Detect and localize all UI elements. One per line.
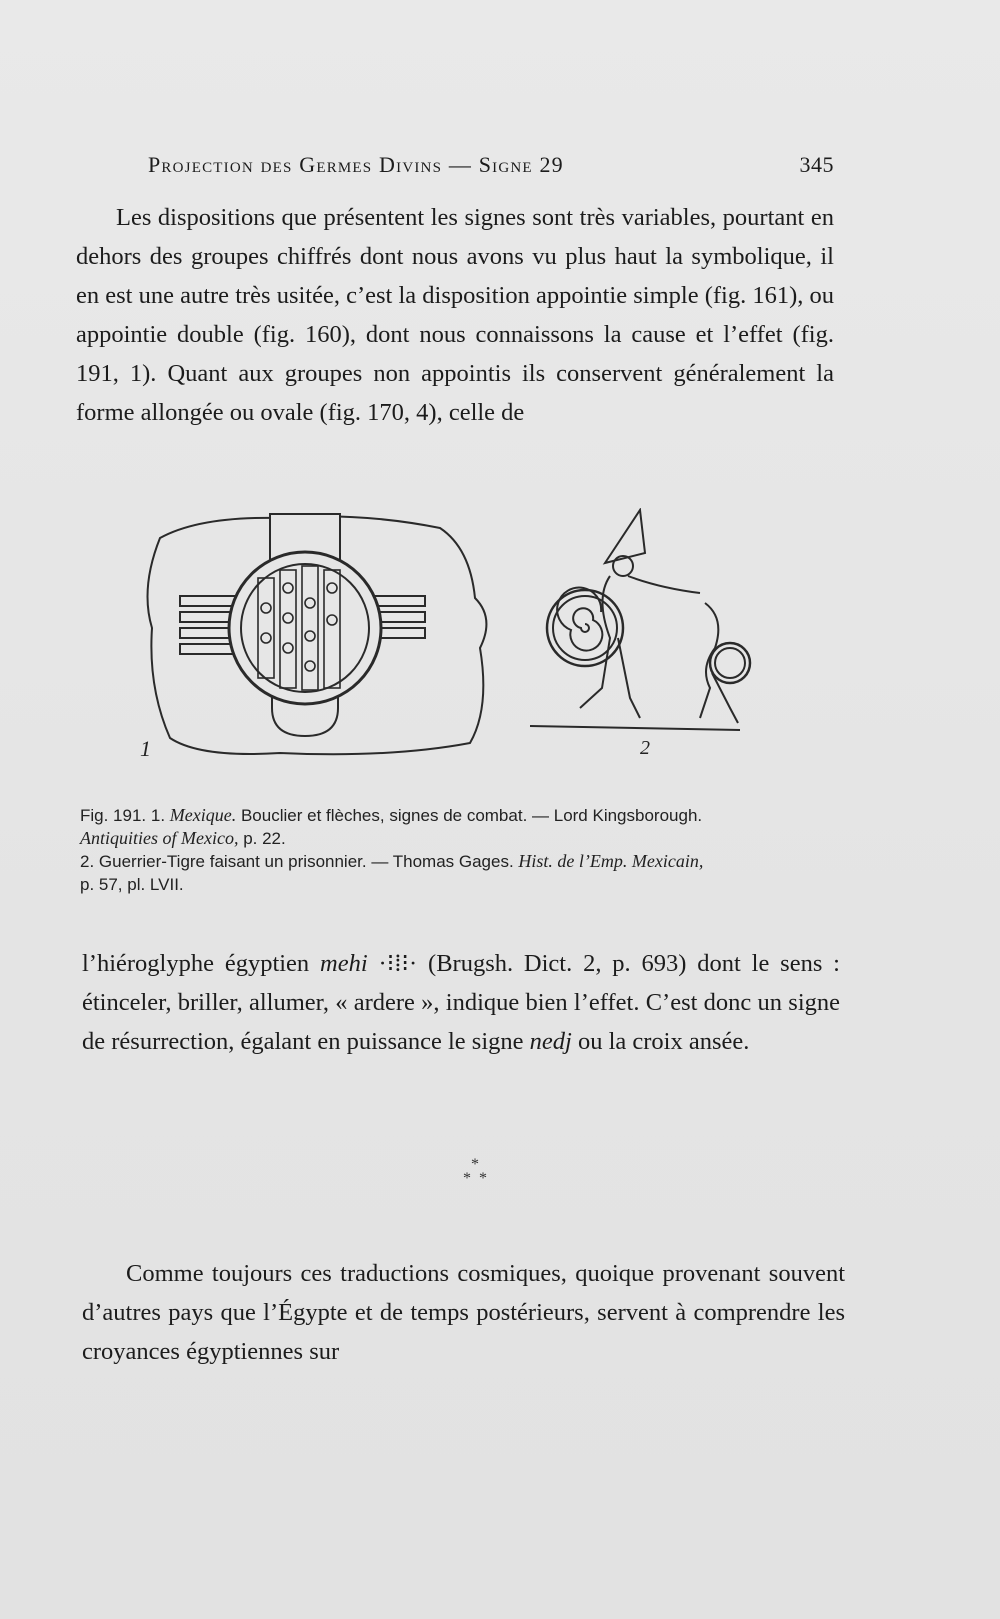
page-number: 345 <box>799 152 834 177</box>
figure-label-2: 2 <box>640 737 650 759</box>
paragraph-2: l’hiéroglyphe égyptien mehi ·⁝⁞⁝· (Brugsh. Dict. 2, p. 693) dont le sens : étinceler, briller, allumer, « ardere », indique bien l’effet. C’est donc un signe de résurrection, égalant en puissance le signe nedj ou la croix ansée. <box>82 950 840 1055</box>
figure-illustration <box>140 508 820 798</box>
caption-line-2: Antiquities of Mexico, p. 22. <box>80 828 286 848</box>
figure-191 <box>140 508 820 798</box>
warrior-drawing <box>530 510 750 730</box>
running-header <box>148 152 834 178</box>
caption-line-4: p. 57, pl. LVII. <box>80 875 184 894</box>
figure-caption <box>80 804 840 896</box>
caption-line-1: Fig. 191. 1. Mexique. Bouclier et flèches, signes de combat. — Lord Kingsborough. <box>80 805 703 825</box>
caption-line-3: 2. Guerrier-Tigre faisant un prisonnier. — Thomas Gages. Hist. de l’Emp. Mexicain, <box>80 851 704 871</box>
running-title: Projection des Germes Divins — Signe 29 <box>148 152 564 177</box>
paragraph-3: Comme toujours ces traductions cosmiques, quoique provenant souvent d’autres pays que l’Égypte et de temps postérieurs, servent à comprendre les croyances égyptiennes sur <box>82 1260 845 1365</box>
section-asterism: * * * <box>463 1156 487 1187</box>
figure-label-1: 1 <box>140 736 151 761</box>
paragraph-1: Les dispositions que présentent les signes sont très variables, pourtant en dehors des groupes chiffrés dont nous avons vu plus haut la symbolique, il en est une autre très usitée, c’est la disposition appointie simple (fig. 161), ou appointie double (fig. 160), dont nous connaissons la cause et l’effet (fig. 191, 1). Quant aux groupes non appointis ils conservent généralement la forme allongée ou ovale (fig. 170, 4), celle de <box>76 204 834 426</box>
shield-tablet-drawing <box>148 514 487 754</box>
hieroglyph-glyph: ·⁝⁞⁝· <box>367 950 429 977</box>
